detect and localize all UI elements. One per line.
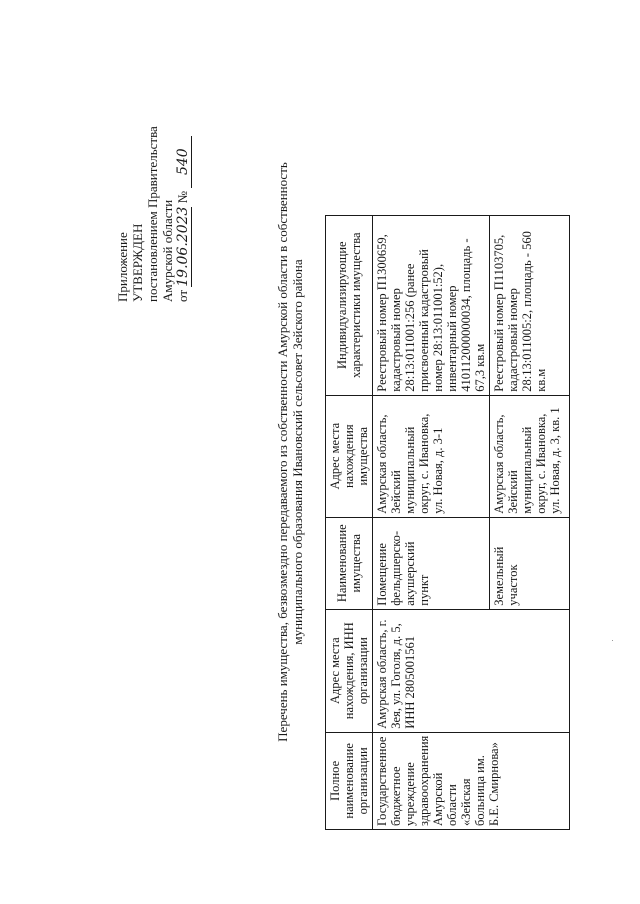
- title-line-1: Перечень имущества, безвозмездно передаваемого из собственности Амурской области в собственность: [275, 162, 290, 742]
- table-row: [373, 215, 490, 829]
- org-name-cell: Государственное бюджетное учреждение здравоохранения Амурской области «Зейская больница им. Б.Е. Смирнова»: [373, 732, 570, 829]
- title-line-2: муниципального образования Ивановский сельсовет Зейского района: [290, 259, 305, 645]
- header-org-name: Полное наименование организации: [326, 732, 373, 829]
- header-org-address: Адрес места нахождения, ИНН организации: [326, 609, 373, 732]
- region-line: Амурской области: [160, 199, 175, 302]
- property-name-cell: Земельный участок: [490, 517, 570, 609]
- header-property-address: Адрес места нахождения имущества: [326, 395, 373, 517]
- property-address-cell: Амурская область, Зейский муниципальный округ, с. Ивановка, ул. Новая, д. 3, кв. 1: [490, 395, 570, 517]
- property-name-cell: Помещение фельдшерско-акушерский пункт: [373, 517, 490, 609]
- org-address-cell: Амурская область, г. Зея, ул. Гоголя, д. 5, ИНН 2805001561: [373, 609, 570, 732]
- document-page: [105, 22, 562, 882]
- date-number-line: [175, 32, 192, 302]
- approved-by-line: постановлением Правительства: [145, 126, 160, 302]
- property-details-cell: Реестровый номер П1300659, кадастровый номер 28:13:011001:256 (ранее присвоенный кадастровый номер 28:13:011001:52), инвентарный номер 410112000000034, площадь - 67,3 кв.м: [373, 215, 490, 395]
- number-prefix: №: [175, 190, 190, 204]
- table-header-row: [326, 215, 373, 829]
- property-address-cell: Амурская область, Зейский муниципальный округ, с. Ивановка, ул. Новая, д. 3-1: [373, 395, 490, 517]
- rotated-document: [105, 22, 562, 882]
- header-property-details: Индивидуализирующие характеристики имущества: [326, 215, 373, 395]
- property-details-cell: Реестровый номер П1103705, кадастровый номер 28:13:011005:2, площадь - 560 кв.м: [490, 215, 570, 395]
- document-title: [275, 22, 305, 882]
- handwritten-date: 19.06.2023: [175, 206, 191, 287]
- scan-speck: [612, 640, 613, 641]
- approved-label: УТВЕРЖДЕН: [130, 223, 145, 302]
- handwritten-number: 540: [176, 136, 192, 188]
- property-table: [325, 215, 570, 830]
- approval-block: [115, 32, 192, 302]
- header-property-name: Наименование имущества: [326, 517, 373, 609]
- date-prefix: от: [175, 289, 190, 302]
- appendix-label: Приложение: [115, 232, 130, 302]
